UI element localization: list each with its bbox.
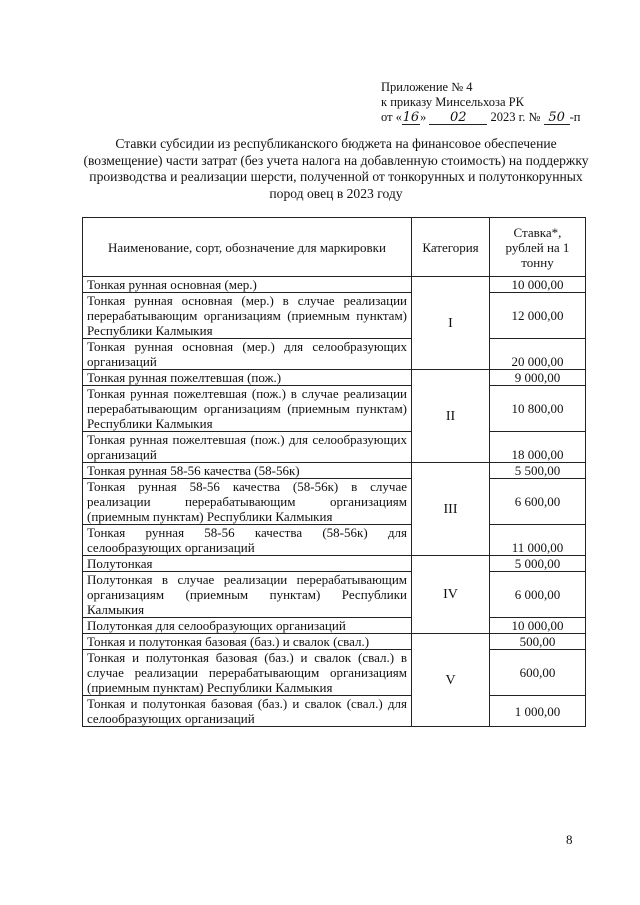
rate-cell: 6 000,00 bbox=[490, 572, 586, 618]
table-row bbox=[83, 618, 586, 634]
handwritten-month: 02 bbox=[429, 110, 487, 125]
rate-cell: 20 000,00 bbox=[490, 339, 586, 370]
row-name: Тонкая рунная 58-56 качества (58-56к) для селообразующих организаций bbox=[83, 525, 412, 556]
row-name: Полутонкая для селообразующих организаций bbox=[83, 618, 412, 634]
row-name: Тонкая рунная основная (мер.) bbox=[83, 277, 412, 293]
rate-cell: 9 000,00 bbox=[490, 370, 586, 386]
rate-cell: 5 000,00 bbox=[490, 556, 586, 572]
appendix-header bbox=[381, 80, 631, 125]
table-header-row bbox=[83, 218, 586, 277]
header-rate: Ставка*, рублей на 1 тонну bbox=[490, 218, 586, 277]
header-category: Категория bbox=[412, 218, 490, 277]
rate-cell: 10 800,00 bbox=[490, 386, 586, 432]
table-row bbox=[83, 339, 586, 370]
table-row bbox=[83, 572, 586, 618]
date-mid: » bbox=[419, 110, 427, 124]
category-cell: I bbox=[412, 277, 490, 370]
document-title: Ставки субсидии из республиканского бюджета на финансовое обеспечение (возмещение) части затрат (без учета налога на добавленную стоимость) на поддержку производства и реализации шерсти, полученной от тонкорунных и полутонкорунных пород овец в 2023 году bbox=[83, 136, 589, 201]
table-row bbox=[83, 370, 586, 386]
rate-cell: 18 000,00 bbox=[490, 432, 586, 463]
date-prefix: от « bbox=[381, 110, 402, 124]
category-cell: IV bbox=[412, 556, 490, 634]
rate-cell: 600,00 bbox=[490, 650, 586, 696]
rate-cell: 5 500,00 bbox=[490, 463, 586, 479]
row-name: Полутонкая bbox=[83, 556, 412, 572]
table-row bbox=[83, 479, 586, 525]
table-row bbox=[83, 432, 586, 463]
row-name: Тонкая и полутонкая базовая (баз.) и свалок (свал.) bbox=[83, 634, 412, 650]
row-name: Тонкая и полутонкая базовая (баз.) и свалок (свал.) в случае реализации перерабатывающим организациям (приемным пунктам) Республики Калмыкия bbox=[83, 650, 412, 696]
category-cell: V bbox=[412, 634, 490, 727]
row-name: Тонкая и полутонкая базовая (баз.) и свалок (свал.) для селообразующих организаций bbox=[83, 696, 412, 727]
row-name: Тонкая рунная основная (мер.) для селообразующих организаций bbox=[83, 339, 412, 370]
category-cell: II bbox=[412, 370, 490, 463]
table-row bbox=[83, 634, 586, 650]
row-name: Тонкая рунная пожелтевшая (пож.) для селообразующих организаций bbox=[83, 432, 412, 463]
header-name: Наименование, сорт, обозначение для маркировки bbox=[83, 218, 412, 277]
table-row bbox=[83, 556, 586, 572]
category-cell: III bbox=[412, 463, 490, 556]
page-number: 8 bbox=[566, 832, 573, 847]
appendix-order-ref: к приказу Минсельхоза РК bbox=[381, 95, 524, 109]
row-name: Тонкая рунная пожелтевшая (пож.) bbox=[83, 370, 412, 386]
row-name: Тонкая рунная основная (мер.) в случае реализации перерабатывающим организациям (приемным пунктам) Республики Калмыкия bbox=[83, 293, 412, 339]
rate-cell: 500,00 bbox=[490, 634, 586, 650]
table-row bbox=[83, 386, 586, 432]
table-row bbox=[83, 277, 586, 293]
appendix-title: Приложение № 4 bbox=[381, 80, 473, 94]
handwritten-day: 16 bbox=[402, 110, 420, 125]
rate-cell: 6 600,00 bbox=[490, 479, 586, 525]
row-name: Полутонкая в случае реализации перерабатывающим организациям (приемным пунктам) Республики Калмыкия bbox=[83, 572, 412, 618]
appendix-date-line bbox=[381, 110, 631, 125]
table-row bbox=[83, 650, 586, 696]
handwritten-number: 50 bbox=[544, 110, 570, 125]
rate-cell: 11 000,00 bbox=[490, 525, 586, 556]
rate-cell: 10 000,00 bbox=[490, 277, 586, 293]
subsidy-rates-table bbox=[82, 217, 586, 727]
rate-cell: 10 000,00 bbox=[490, 618, 586, 634]
date-year: 2023 г. № bbox=[490, 110, 541, 124]
rate-cell: 1 000,00 bbox=[490, 696, 586, 727]
table-row bbox=[83, 696, 586, 727]
table-row bbox=[83, 525, 586, 556]
row-name: Тонкая рунная пожелтевшая (пож.) в случае реализации перерабатывающим организациям (приемным пунктам) Республики Калмыкия bbox=[83, 386, 412, 432]
rate-cell: 12 000,00 bbox=[490, 293, 586, 339]
row-name: Тонкая рунная 58-56 качества (58-56к) в случае реализации перерабатывающим организациям (приемным пунктам) Республики Калмыкия bbox=[83, 479, 412, 525]
table-row bbox=[83, 463, 586, 479]
row-name: Тонкая рунная 58-56 качества (58-56к) bbox=[83, 463, 412, 479]
number-suffix: -п bbox=[569, 110, 581, 124]
table-row bbox=[83, 293, 586, 339]
